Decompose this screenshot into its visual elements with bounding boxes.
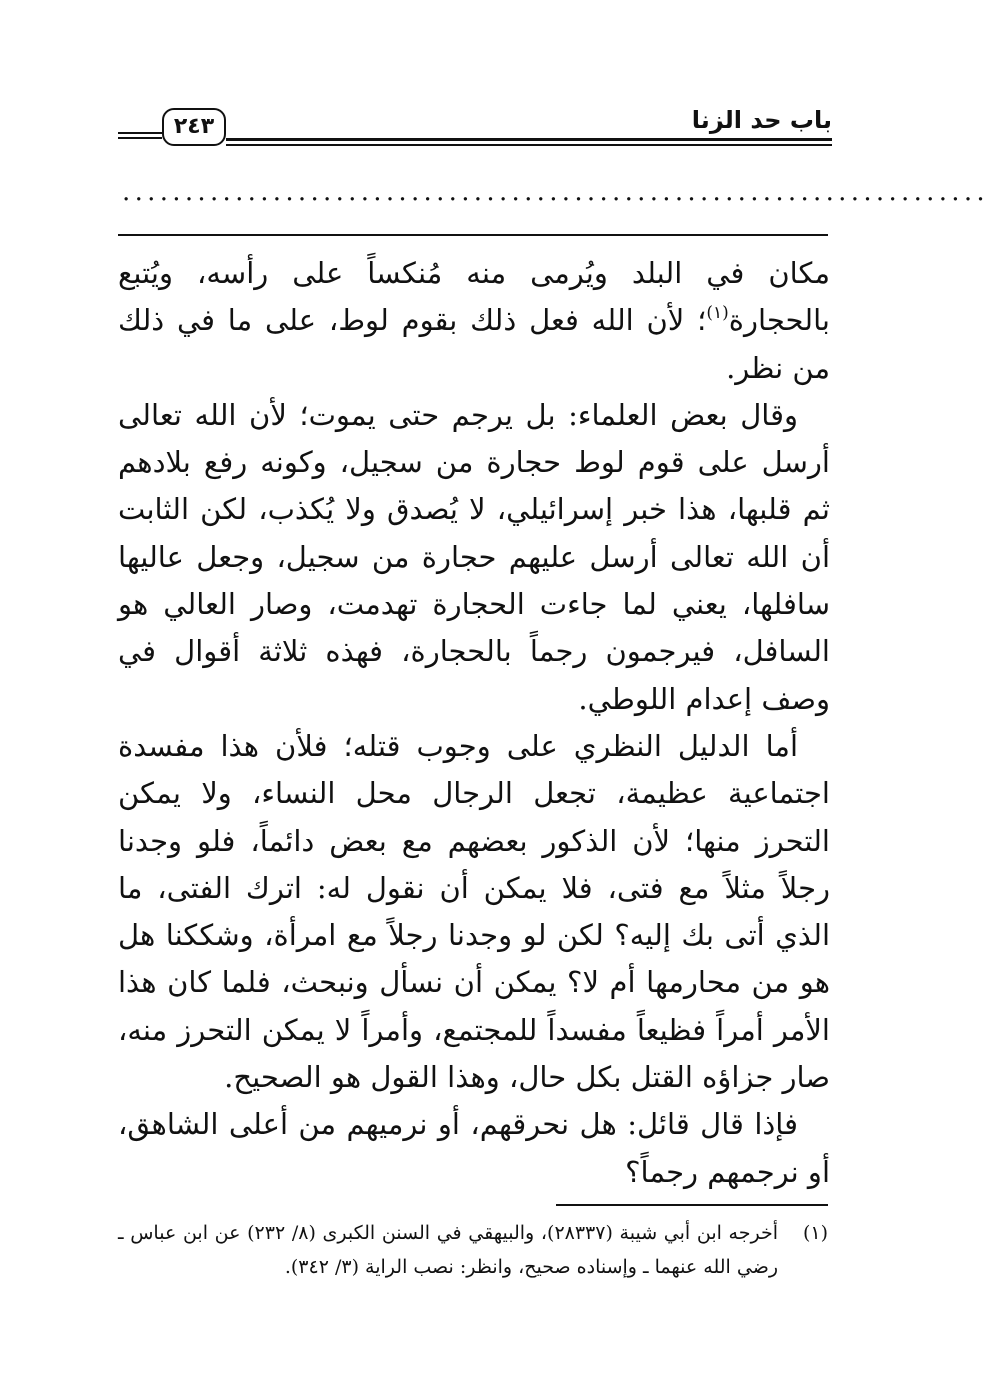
page-number: ٢٤٣ [162, 108, 226, 146]
header-rule-thin [226, 144, 832, 146]
header-rule-left [118, 132, 162, 134]
paragraph-4: فإذا قال قائل: هل نحرقهم، أو نرميهم من أعلى الشاهق، أو نرجمهم رجماً؟ [118, 1107, 830, 1189]
header-rule [226, 138, 832, 141]
footnote-item [118, 1216, 828, 1284]
footnote-separator [556, 1204, 828, 1206]
dotted-separator: ..................................................................... [122, 177, 989, 207]
footnote-text: أخرجه ابن أبي شيبة (٢٨٣٣٧)، والبيهقي في السنن الكبرى (٨/ ٢٣٢) عن ابن عباس ـ رضي الله عنهما ـ وإسناده صحيح، وانظر: نصب الراية (٣/ ٣٤٢). [118, 1222, 778, 1278]
chapter-title: باب حد الزنا [691, 106, 832, 134]
paragraph-3: أما الدليل النظري على وجوب قتله؛ فلأن هذا مفسدة اجتماعية عظيمة، تجعل الرجال محل النساء، ولا يمكن التحرز منها؛ لأن الذكور بعضهم مع بعض دائماً، فلو وجدنا رجلاً مثلاً مع فتى، فلا يمكن أن نقول له: اترك الفتى، ما الذي أتى بك إليه؟ لكن لو وجدنا رجلاً مع امرأة، وشككنا هل هو من محارمها أم لا؟ يمكن أن نسأل ونبحث، فلما كان هذا الأمر أمراً فظيعاً مفسداً للمجتمع، وأمراً لا يمكن التحرز منه، صار جزاؤه القتل بكل حال، وهذا القول هو الصحيح. [118, 728, 830, 1095]
paragraph-1 [118, 250, 830, 392]
footnotes [118, 1216, 828, 1284]
footnote-reference: (١) [706, 303, 729, 324]
paragraph-1-part-1: مكان في البلد ويُرمى منه مُنكساً على رأسه، ويُتبع بالحجارة [118, 256, 830, 338]
running-header [118, 98, 832, 154]
footnote-number: (١) [802, 1222, 828, 1244]
paragraph-2: وقال بعض العلماء: بل يرجم حتى يموت؛ لأن الله تعالى أرسل على قوم لوط حجارة من سجيل، وكونه رفع بلادهم ثم قلبها، هذا خبر إسرائيلي، لا يُصدق ولا يُكذب، لكن الثابت أن الله تعالى أرسل عليهم حجارة من سجيل، وجعل عاليها سافلها، يعني لما جاءت الحجارة تهدمت، وصار العالي هو السافل، فيرجمون رجماً بالحجارة، فهذه ثلاثة أقوال في وصف إعدام اللوطي. [118, 397, 830, 716]
main-text [118, 250, 830, 1196]
body-top-rule [118, 234, 828, 236]
paragraph-1-part-2: ؛ لأن الله فعل ذلك بقوم لوط، على ما في ذلك من نظر. [118, 303, 830, 385]
